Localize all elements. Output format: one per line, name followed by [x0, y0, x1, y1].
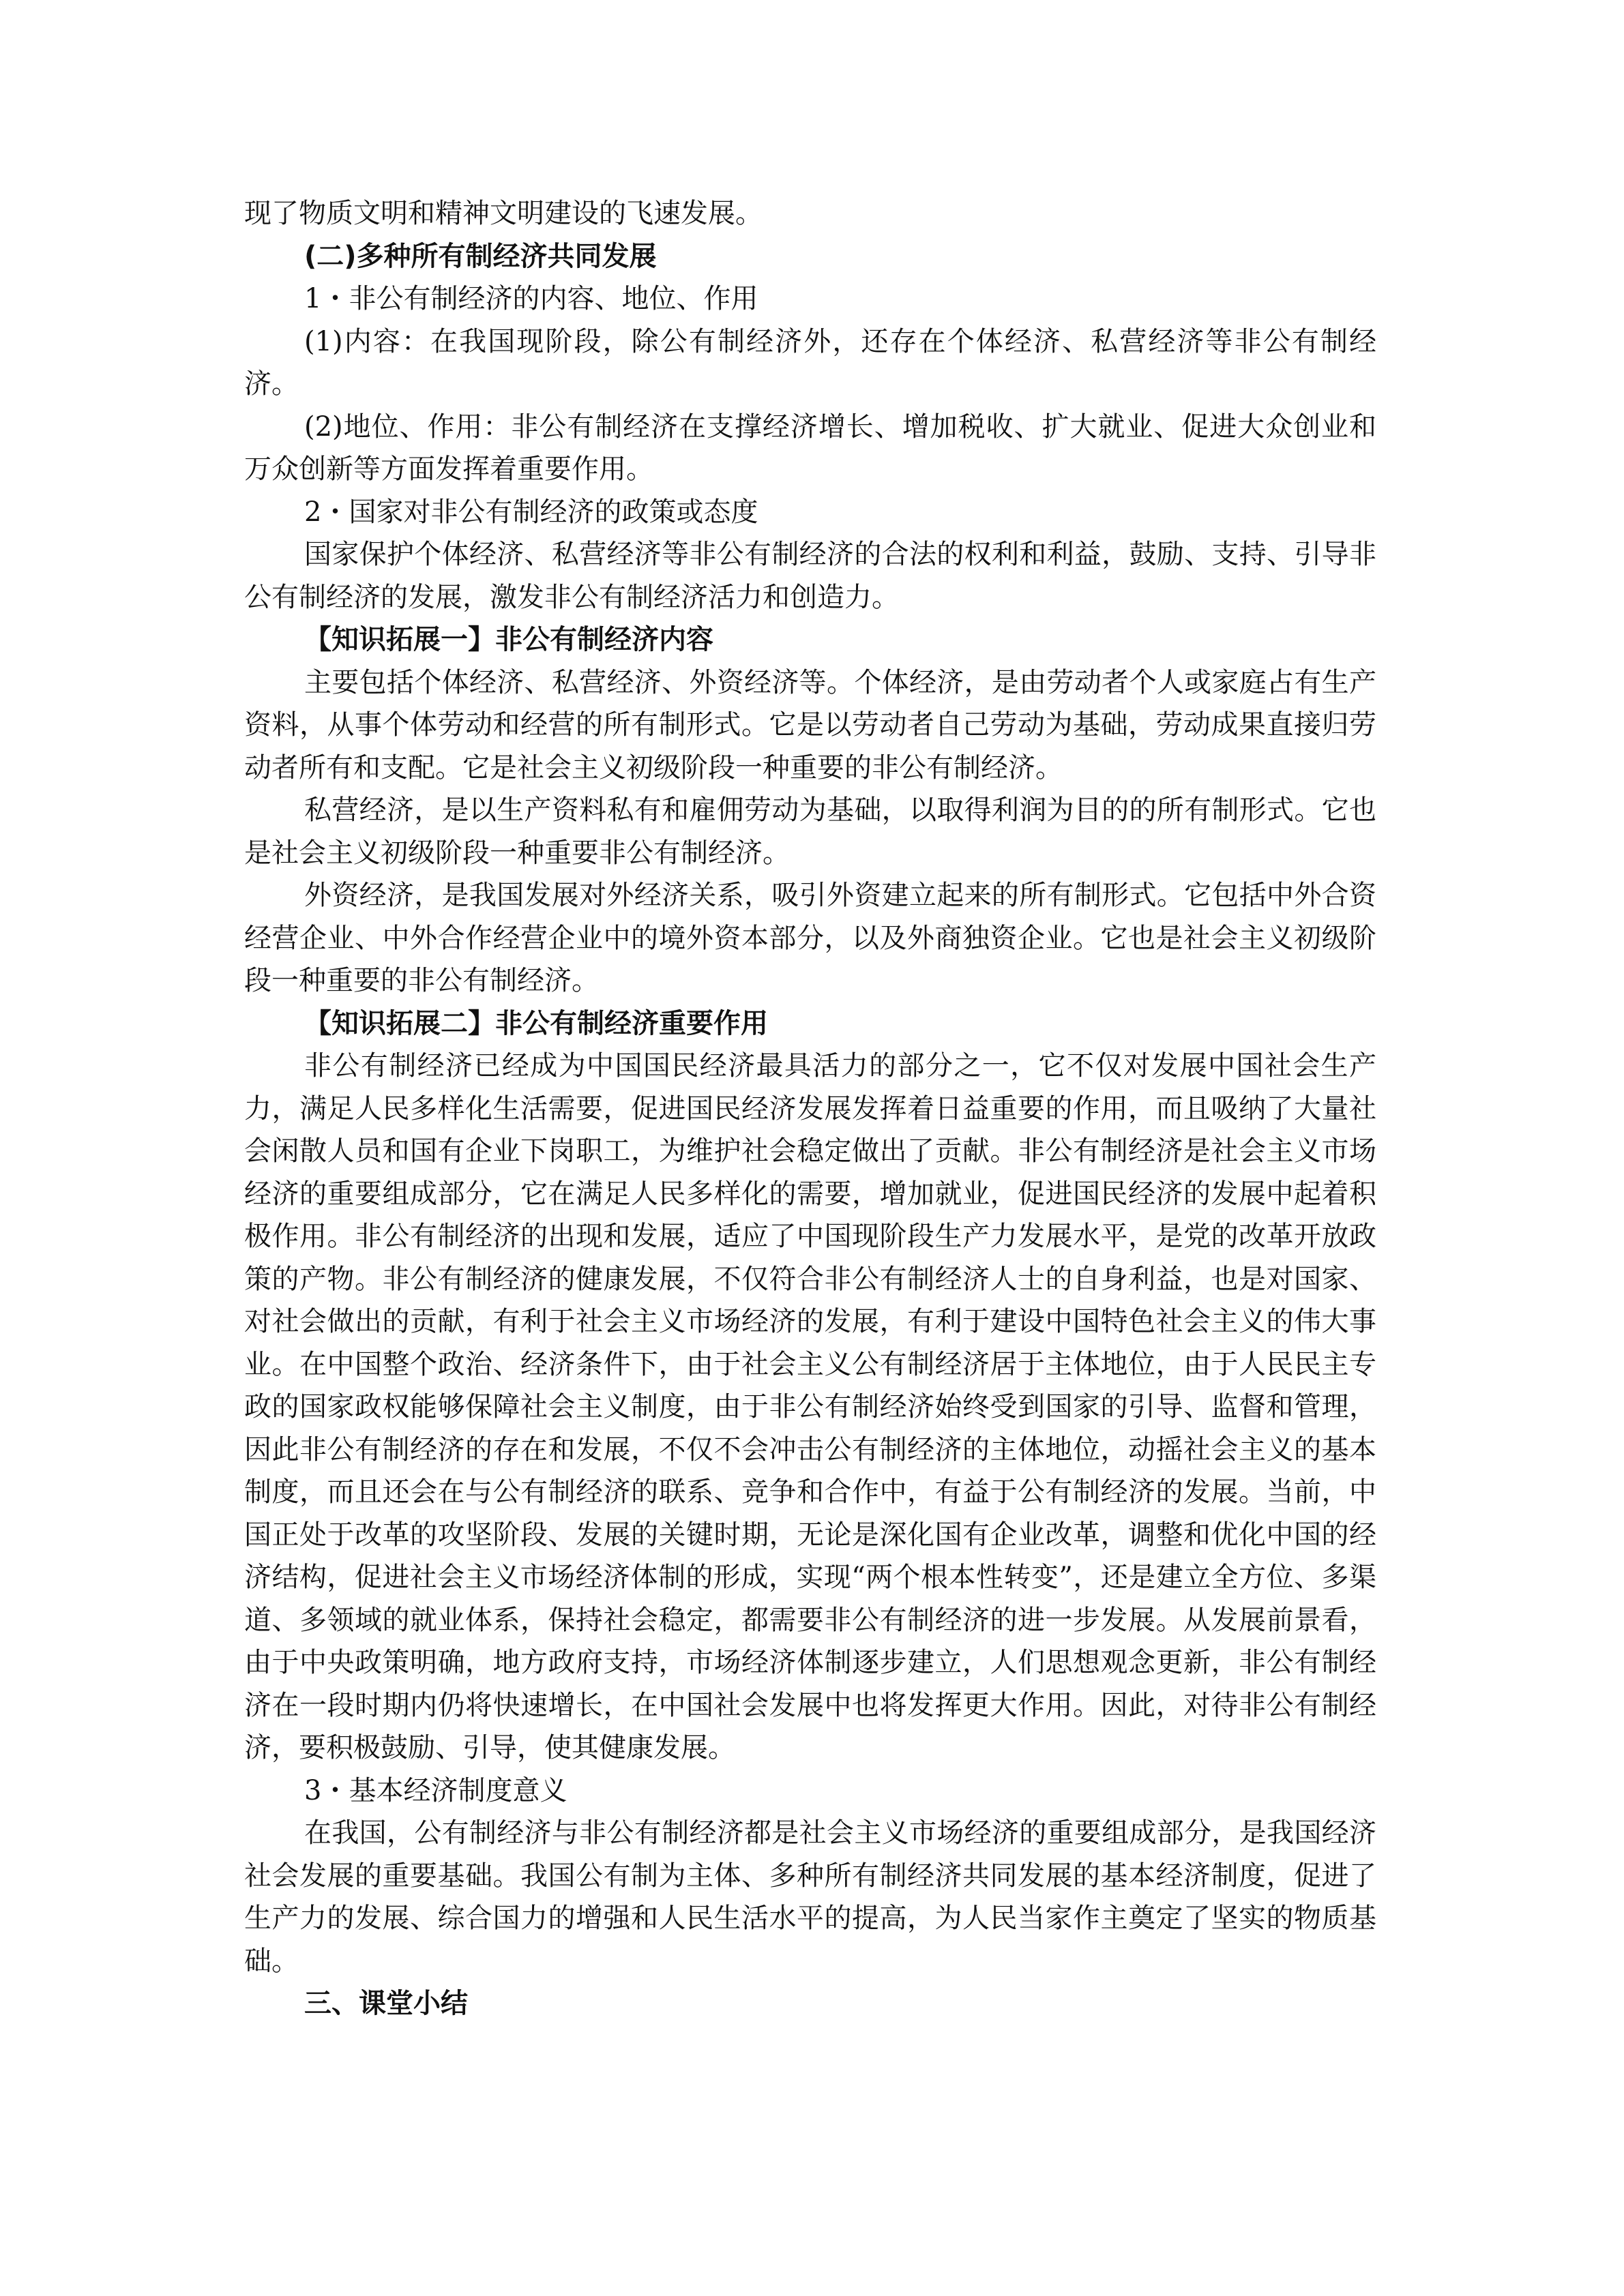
heading-knowledge-extension-two: 【知识拓展二】非公有制经济重要作用	[304, 1007, 768, 1039]
subheading-basic-system-significance: 3・基本经济制度意义	[304, 1774, 567, 1806]
paragraph-private-economy: 私营经济，是以生产资料私有和雇佣劳动为基础，以取得利润为目的的所有制形式。它也是社会主义初级阶段一种重要非公有制经济。	[244, 794, 1376, 869]
document-body	[244, 192, 1376, 2025]
paragraph-content: (1)内容：在我国现阶段，除公有制经济外，还存在个体经济、私营经济等非公有制经济。	[244, 325, 1376, 400]
paragraph-individual-economy: 主要包括个体经济、私营经济、外资经济等。个体经济，是由劳动者个人或家庭占有生产资料，从事个体劳动和经营的所有制形式。它是以劳动者自己劳动为基础，劳动成果直接归劳动者所有和支配。它是社会主义初级阶段一种重要的非公有制经济。	[244, 666, 1376, 784]
subheading-state-policy: 2・国家对非公有制经济的政策或态度	[304, 496, 758, 528]
paragraph-continuation: 现了物质文明和精神文明建设的飞速发展。	[244, 198, 763, 229]
subheading-non-public-economy: 1・非公有制经济的内容、地位、作用	[304, 283, 758, 314]
heading-knowledge-extension-one: 【知识拓展一】非公有制经济内容	[304, 624, 713, 655]
paragraph-state-policy: 国家保护个体经济、私营经济等非公有制经济的合法的权利和利益，鼓励、支持、引导非公有制经济的发展，激发非公有制经济活力和创造力。	[244, 539, 1376, 613]
section-heading-multiple-ownership: (二)多种所有制经济共同发展	[304, 240, 657, 272]
paragraph-status-role: (2)地位、作用：非公有制经济在支撑经济增长、增加税收、扩大就业、促进大众创业和万众创新等方面发挥着重要作用。	[244, 411, 1376, 485]
paragraph-basic-system: 在我国，公有制经济与非公有制经济都是社会主义市场经济的重要组成部分，是我国经济社会发展的重要基础。我国公有制为主体、多种所有制经济共同发展的基本经济制度，促进了生产力的发展、综合国力的增强和人民生活水平的提高，为人民当家作主奠定了坚实的物质基础。	[244, 1817, 1376, 1977]
paragraph-foreign-economy: 外资经济，是我国发展对外经济关系，吸引外资建立起来的所有制形式。它包括中外合资经营企业、中外合作经营企业中的境外资本部分，以及外商独资企业。它也是社会主义初级阶段一种重要的非公有制经济。	[244, 880, 1376, 996]
heading-class-summary: 三、课堂小结	[304, 1988, 468, 2019]
paragraph-important-role: 非公有制经济已经成为中国国民经济最具活力的部分之一，它不仅对发展中国社会生产力，满足人民多样化生活需要，促进国民经济发展发挥着日益重要的作用，而且吸纳了大量社会闲散人员和国有企业下岗职工，为维护社会稳定做出了贡献。非公有制经济是社会主义市场经济的重要组成部分，它在满足人民多样化的需要，增加就业，促进国民经济的发展中起着积极作用。非公有制经济的出现和发展，适应了中国现阶段生产力发展水平，是党的改革开放政策的产物。非公有制经济的健康发展，不仅符合非公有制经济人士的自身利益，也是对国家、对社会做出的贡献，有利于社会主义市场经济的发展，有利于建设中国特色社会主义的伟大事业。在中国整个政治、经济条件下，由于社会主义公有制经济居于主体地位，由于人民民主专政的国家政权能够保障社会主义制度，由于非公有制经济始终受到国家的引导、监督和管理，因此非公有制经济的存在和发展，不仅不会冲击公有制经济的主体地位，动摇社会主义的基本制度，而且还会在与公有制经济的联系、竞争和合作中，有益于公有制经济的发展。当前，中国正处于改革的攻坚阶段、发展的关键时期，无论是深化国有企业改革，调整和优化中国的经济结构，促进社会主义市场经济体制的形成，实现“两个根本性转变”，还是建立全方位、多渠道、多领域的就业体系，保持社会稳定，都需要非公有制经济的进一步发展。从发展前景看，由于中央政策明确，地方政府支持，市场经济体制逐步建立，人们思想观念更新，非公有制经济在一段时期内仍将快速增长，在中国社会发展中也将发挥更大作用。因此，对待非公有制经济，要积极鼓励、引导，使其健康发展。	[244, 1050, 1376, 1763]
